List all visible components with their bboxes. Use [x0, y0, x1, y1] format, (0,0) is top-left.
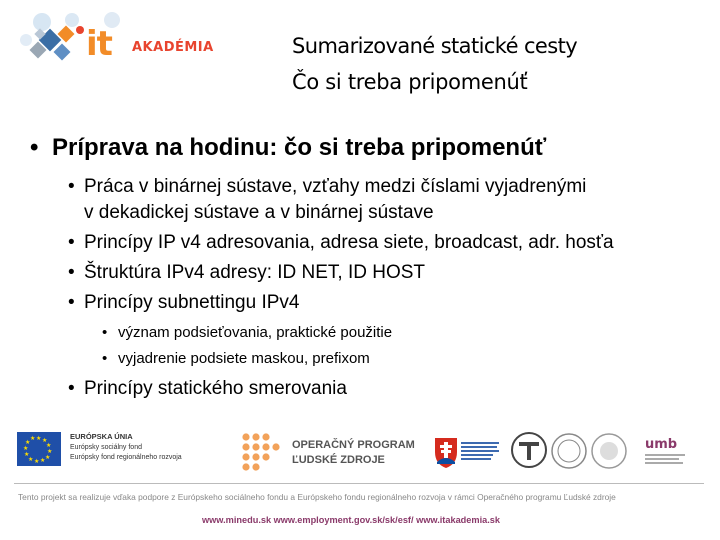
svg-text:★: ★ [24, 451, 30, 458]
sub-bullet-continuation: v dekadickej sústave a v binárnej sústave [84, 202, 434, 223]
main-bullet-text: Príprava na hodinu: čo si treba pripomenúť [52, 134, 547, 161]
op-line1: OPERAČNÝ PROGRAM [292, 439, 415, 451]
svg-text:★: ★ [36, 435, 42, 442]
it-akademia-logo [14, 10, 214, 72]
op-text-block [292, 438, 415, 468]
sub-bullet [68, 292, 299, 314]
svg-text:★: ★ [47, 448, 53, 455]
svg-text:★: ★ [45, 454, 51, 461]
university-crest-icon [512, 433, 546, 467]
logo-it-text: it [86, 24, 112, 64]
sub-bullet-text: Princípy subnettingu IPv4 [84, 292, 300, 313]
svg-text:★: ★ [42, 437, 48, 444]
university-logo-icon [645, 437, 685, 464]
bullet-icon: • [102, 324, 108, 341]
svg-text:★: ★ [28, 456, 34, 463]
bullet-icon: • [68, 176, 75, 197]
footer-divider [14, 483, 704, 484]
bullet-icon: • [102, 350, 108, 367]
bullet-icon: • [68, 378, 75, 399]
svg-text:★: ★ [23, 445, 29, 452]
eu-line2: Európsky fond regionálneho rozvoja [70, 454, 182, 461]
svg-text:★: ★ [46, 442, 52, 449]
footer-note: Tento projekt sa realizuje vďaka podpore z Európskeho sociálneho fondu a Európskeho fondu regionálneho rozvoja v rámci Operačného programu Ľudské zdroje [18, 492, 616, 502]
slovak-coat-of-arms-icon [435, 438, 457, 468]
bullet-icon: • [68, 292, 75, 313]
bullet-icon: • [68, 262, 75, 283]
svg-text:★: ★ [34, 458, 40, 465]
sub-bullet [68, 378, 347, 400]
main-bullet [30, 134, 546, 162]
sub-sub-bullet [102, 324, 392, 341]
svg-text:★: ★ [25, 439, 31, 446]
bullet-icon: • [30, 134, 39, 161]
eu-title: EURÓPSKA ÚNIA [70, 432, 133, 441]
sub-bullet-text: Princípy statického smerovania [84, 378, 347, 399]
svg-text:★: ★ [30, 435, 36, 442]
sub-sub-bullet-text: význam podsieťovania, praktické použitie [118, 324, 393, 341]
sub-sub-bullet-text: vyjadrenie podsiete maskou, prefixom [118, 350, 370, 367]
eu-line1: Európsky sociálny fond [70, 444, 142, 451]
sub-bullet-text: Práca v binárnej sústave, vzťahy medzi číslami vyjadrenými [84, 176, 587, 197]
sub-bullet [68, 262, 425, 284]
logo-akademia-text: AKADÉMIA [132, 40, 214, 55]
seal-icon [552, 434, 586, 468]
slide-subtitle: Čo si treba pripomenúť [292, 70, 528, 94]
sub-bullet [68, 176, 586, 198]
sub-bullet-text: Princípy IP v4 adresovania, adresa siete, broadcast, adr. hosťa [84, 232, 614, 253]
svg-text:umb: umb [645, 437, 678, 452]
bullet-icon: • [68, 232, 75, 253]
sub-sub-bullet [102, 350, 370, 367]
sub-bullet-text: Štruktúra IPv4 adresy: ID NET, ID HOST [84, 262, 426, 283]
slide-title: Sumarizované statické cesty [292, 34, 578, 58]
footer-urls[interactable]: www.minedu.sk www.employment.gov.sk/sk/esf/ www.itakademia.sk [202, 515, 501, 525]
sub-bullet [68, 232, 614, 254]
eu-flag-icon [17, 432, 61, 466]
svg-text:★: ★ [40, 457, 46, 464]
eu-text-block [70, 432, 182, 463]
partner-logos [433, 430, 713, 474]
op-line2: ĽUDSKÉ ZDROJE [292, 454, 385, 466]
seal-icon [592, 434, 626, 468]
op-dots-icon [240, 432, 284, 472]
